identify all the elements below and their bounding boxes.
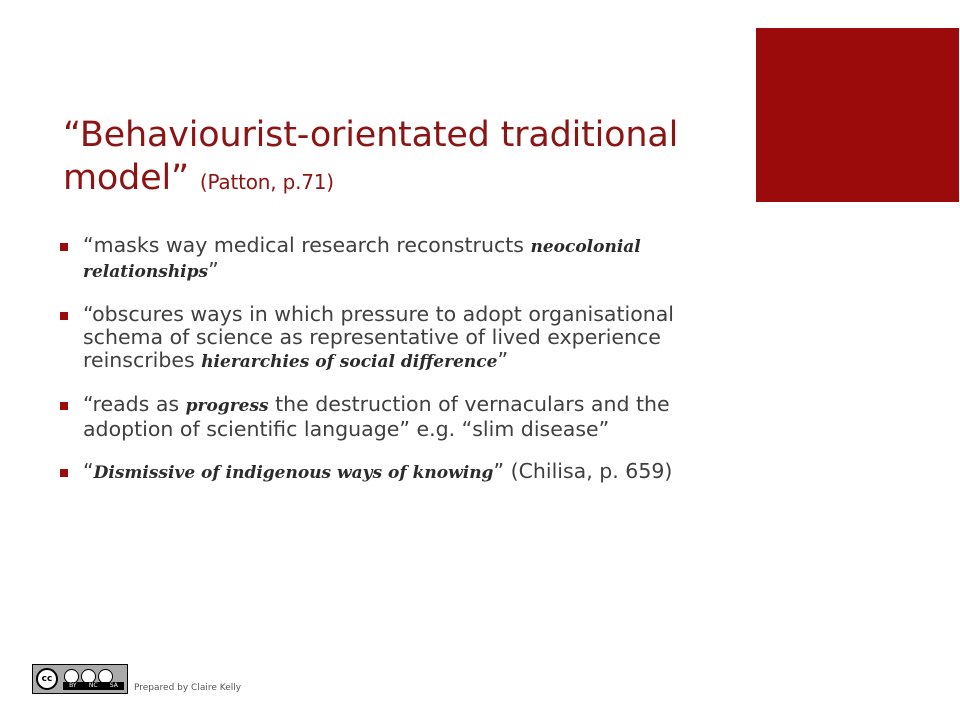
bullet-list <box>60 234 720 504</box>
slide-title <box>63 114 743 204</box>
bullet-text: ” <box>497 348 509 372</box>
license-label: BY <box>69 682 77 689</box>
bullet-text: the destruction of vernaculars and the adoption of scientific language” e.g. “slim disease” <box>83 392 670 441</box>
bullet-text: “reads as <box>83 392 186 416</box>
square-bullet-icon <box>60 469 68 477</box>
bullet-emphasis: neocolonial relationships <box>83 237 641 282</box>
title-citation: (Patton, p.71) <box>199 170 334 194</box>
license-strip <box>63 682 124 690</box>
bullet-text: “obscures ways in which pressure to adopt organisational schema of science as representative of lived experience reinscribes <box>83 302 674 372</box>
slide-footer <box>32 664 241 694</box>
bullet-text: “ <box>83 459 94 483</box>
license-label: NC <box>88 682 98 689</box>
square-bullet-icon <box>60 312 68 320</box>
license-label: SA <box>109 682 118 689</box>
title-main: “Behaviourist-orientated traditional model” <box>63 115 679 198</box>
square-bullet-icon <box>60 243 68 251</box>
bullet-text: “masks way medical research reconstructs <box>83 233 531 257</box>
bullet-emphasis: hierarchies of social difference <box>201 352 498 372</box>
cc-logo-icon: cc <box>36 668 58 690</box>
bullet-item <box>60 393 720 441</box>
creative-commons-license-icon[interactable] <box>32 664 128 694</box>
bullet-text: ” (Chilisa, p. 659) <box>493 459 673 483</box>
bullet-emphasis: Dismissive of indigenous ways of knowing <box>93 463 494 483</box>
square-bullet-icon <box>60 402 68 410</box>
bullet-item <box>60 234 720 284</box>
bullet-item <box>60 303 720 374</box>
bullet-emphasis: progress <box>185 396 269 416</box>
accent-block <box>756 28 959 202</box>
bullet-text: ” <box>208 258 219 282</box>
author-credit: Prepared by Claire Kelly <box>134 683 242 693</box>
bullet-item <box>60 460 720 485</box>
